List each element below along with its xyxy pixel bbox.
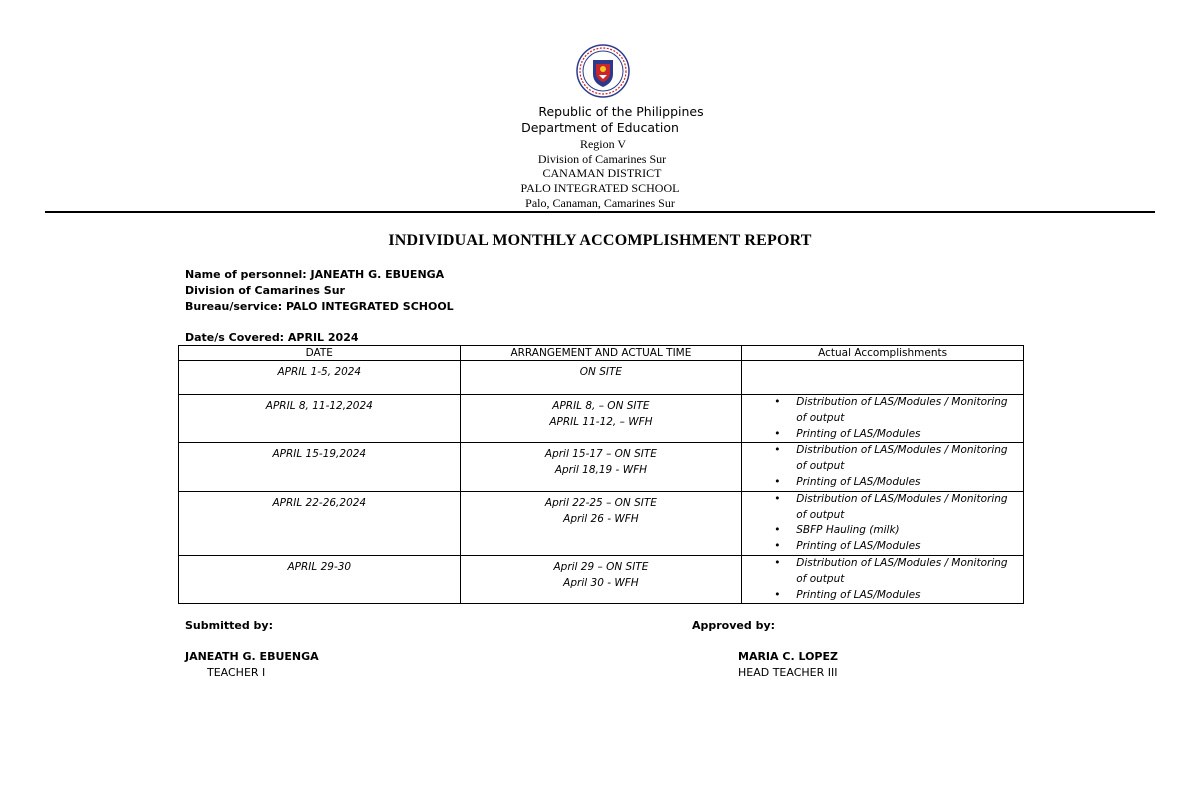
list-item: • Printing of LAS/Modules — [742, 427, 1023, 443]
row-date: APRIL 1-5, 2024 — [179, 361, 461, 395]
dates-covered: Date/s Covered: APRIL 2024 — [185, 331, 359, 344]
submitted-name: JANEATH G. EBUENGA — [185, 650, 319, 663]
table-row — [179, 491, 1024, 555]
table-header-row — [179, 346, 1024, 361]
list-item: • Distribution of LAS/Modules / Monitoring of output — [742, 395, 1023, 427]
header-republic: Republic of the Philippines — [538, 104, 704, 119]
col-header-date: DATE — [179, 346, 461, 361]
col-header-arrangement: ARRANGEMENT AND ACTUAL TIME — [460, 346, 742, 361]
arrangement-line: April 30 - WFH — [563, 576, 639, 589]
table-row — [179, 361, 1024, 395]
list-item: • Distribution of LAS/Modules / Monitoring of output — [742, 556, 1023, 588]
approved-position: HEAD TEACHER III — [738, 666, 838, 679]
list-item: • Distribution of LAS/Modules / Monitoring of output — [742, 443, 1023, 475]
table-row — [179, 555, 1024, 603]
row-arrangement — [460, 361, 742, 395]
col-header-accomplishments: Actual Accomplishments — [742, 346, 1024, 361]
arrangement-line: April 22-25 – ON SITE — [544, 496, 657, 509]
report-title: INDIVIDUAL MONTHLY ACCOMPLISHMENT REPORT — [388, 232, 812, 249]
approved-by-label: Approved by: — [692, 619, 776, 632]
row-arrangement — [460, 555, 742, 603]
list-item: • Printing of LAS/Modules — [742, 539, 1023, 555]
arrangement-line: APRIL 11-12, – WFH — [549, 416, 653, 428]
row-arrangement — [460, 395, 742, 443]
header-district: CANAMAN DISTRICT — [542, 166, 662, 180]
list-item: • SBFP Hauling (milk) — [742, 523, 1023, 539]
row-date: APRIL 8, 11-12,2024 — [179, 395, 461, 443]
header-division: Division of Camarines Sur — [537, 152, 667, 166]
list-item: • Printing of LAS/Modules — [742, 588, 1023, 604]
arrangement-line: April 29 – ON SITE — [553, 560, 649, 573]
row-accomplishments — [742, 395, 1024, 443]
header-department: Department of Education — [521, 120, 679, 135]
table-row — [179, 395, 1024, 443]
row-accomplishments — [742, 491, 1024, 555]
submitted-by-label: Submitted by: — [185, 619, 273, 632]
arrangement-line: April 15-17 – ON SITE — [544, 448, 657, 461]
list-item: • Distribution of LAS/Modules / Monitoring of output — [742, 492, 1023, 524]
list-item: • Printing of LAS/Modules — [742, 475, 1023, 491]
personnel-name: Name of personnel: JANEATH G. EBUENGA — [185, 268, 445, 281]
personnel-division: Division of Camarines Sur — [185, 284, 345, 297]
arrangement-line: APRIL 8, – ON SITE — [552, 400, 650, 412]
row-date: APRIL 22-26,2024 — [179, 491, 461, 555]
row-accomplishments — [742, 555, 1024, 603]
accomplishment-table — [178, 345, 1024, 604]
row-date: APRIL 29-30 — [179, 555, 461, 603]
header-address: Palo, Canaman, Camarines Sur — [525, 196, 675, 210]
row-accomplishments — [742, 443, 1024, 491]
personnel-bureau: Bureau/service: PALO INTEGRATED SCHOOL — [185, 300, 454, 313]
header-school: PALO INTEGRATED SCHOOL — [520, 181, 680, 195]
arrangement-line: April 18,19 - WFH — [554, 464, 648, 477]
row-arrangement — [460, 443, 742, 491]
row-arrangement — [460, 491, 742, 555]
arrangement-line: April 26 - WFH — [563, 512, 639, 525]
row-accomplishments — [742, 361, 1024, 395]
approved-name: MARIA C. LOPEZ — [738, 650, 838, 663]
deped-seal-logo — [576, 44, 630, 98]
row-date: APRIL 15-19,2024 — [179, 443, 461, 491]
table-row — [179, 443, 1024, 491]
submitted-position: TEACHER I — [207, 666, 266, 679]
arrangement-line: ON SITE — [579, 366, 623, 378]
header-divider — [45, 211, 1155, 213]
header-region: Region V — [579, 137, 627, 151]
